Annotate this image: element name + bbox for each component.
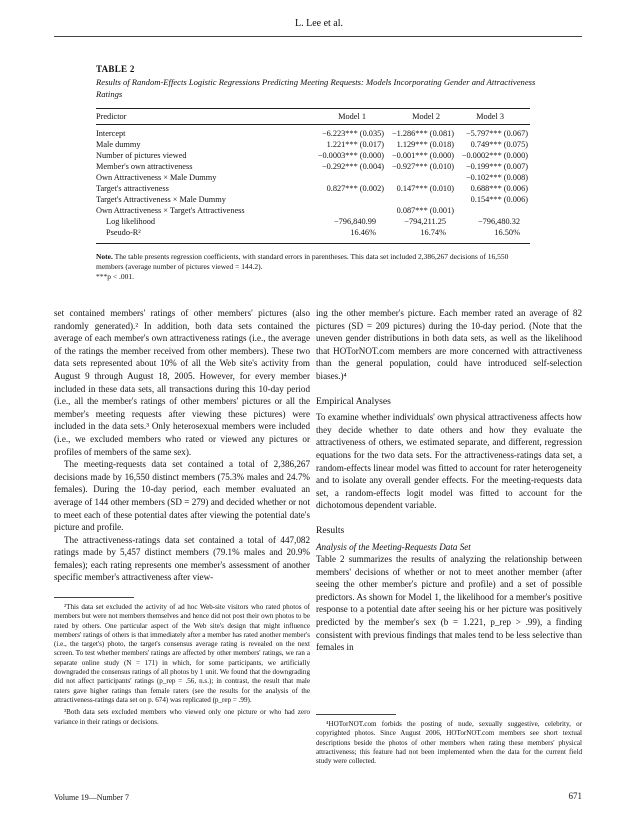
table-significance-note: ***p < .001. xyxy=(96,272,134,281)
cell-model3: −0.0002*** (0.000) xyxy=(461,151,528,160)
table-note-lead: Note. xyxy=(96,252,113,261)
table-note-text: The table presents regression coefficients, with standard errors in parentheses. This data set included 2,386,267 decisions of 16,550 members (average number of pictures viewed = 144.2). xyxy=(96,252,509,271)
cell-model1: −796,840.99 xyxy=(333,217,376,226)
running-head: L. Lee et al. xyxy=(294,18,344,29)
cell-model2: 0.087*** (0.001) xyxy=(396,206,454,215)
cell-model2: 0.147*** (0.010) xyxy=(396,184,454,193)
footnote-2: ²This data set excluded the activity of ad hoc Web-site visitors who rated photos of members but were not members themselves and hence did not post their own photos to be rated by others. One particular aspect of the Web site's design that might influence members' ratings of others is that immediately after a member has rated another member's (i.e., the target's) photo, the target's consensus average rating is revealed on the next screen. To test whether members' ratings are affected by other members' ratings, we ran a separate online study (N = 171) in which, for some participants, we artificially downgraded the consensus ratings of all photos by 1 unit. We found that the downgrading did not affect participants' ratings (p_rep = .56, n.s.); in contrast, the result that male raters gave higher ratings than female raters (see the results for the analysis of the attractiveness-ratings data set on p. 674) was replicated (p_rep = .99). xyxy=(54,603,310,704)
cell-model1: −0.292*** (0.004) xyxy=(321,162,384,171)
table-top-rule xyxy=(96,108,530,109)
col-header-predictor: Predictor xyxy=(96,112,127,121)
table-stats-row xyxy=(96,227,530,238)
cell-model3: 16.50% xyxy=(494,228,520,237)
cell-model3: −796,480.32 xyxy=(477,217,520,226)
cell-model3: 0.154*** (0.006) xyxy=(470,195,528,204)
table-label: TABLE 2 xyxy=(96,64,135,74)
footnote-rule xyxy=(54,597,134,598)
left-column xyxy=(54,307,310,584)
row-label: Male dummy xyxy=(96,140,141,149)
cell-model3: −0.102*** (0.008) xyxy=(465,173,528,182)
cell-model2: −1.286*** (0.081) xyxy=(391,129,454,138)
cell-model1: 16.46% xyxy=(350,228,376,237)
col-header-model3: Model 3 xyxy=(476,112,504,121)
footnote-4: ⁴HOTorNOT.com forbids the posting of nude, sexually suggestive, celebrity, or copyrighted photos. Since August 2006, HOTorNOT.com members see short textual descriptions beside the photos of other members when rating these members' physical attractiveness; this feature had not been implemented when the data for the current field study were collected. xyxy=(316,720,582,766)
table-row xyxy=(96,183,530,194)
row-label: Target's attractiveness xyxy=(96,184,169,193)
row-label: Intercept xyxy=(96,129,126,138)
footnote-3: ³Both data sets excluded members who viewed only one picture or who had zero variance in their ratings or decisions. xyxy=(54,708,310,726)
table-stats-row xyxy=(96,216,530,227)
cell-model1: 1.221*** (0.017) xyxy=(326,140,384,149)
row-label: Number of pictures viewed xyxy=(96,151,187,160)
table-row xyxy=(96,205,530,216)
footnotes-left xyxy=(54,603,310,727)
footnotes-right xyxy=(316,720,582,766)
body-paragraph: ing the other member's picture. Each member rated an average of 82 pictures (SD = 209 pictures) during the 10-day period. (Note that the uneven gender distributions in both data sets, as well as the likelihood that HOTorNOT.com members are more concerned with attractiveness than the general population, could have introduced self-selection biases.)⁴ xyxy=(316,308,582,381)
cell-model2: −794,211.25 xyxy=(404,217,446,226)
row-label: Own Attractiveness × Male Dummy xyxy=(96,173,217,182)
table-caption: Results of Random-Effects Logistic Regressions Predicting Meeting Requests: Models Incorporating Gender and Attractiveness Ratings xyxy=(96,77,536,99)
header-rule xyxy=(54,36,582,37)
cell-model2: 16.74% xyxy=(420,228,446,237)
cell-model3: 0.688*** (0.006) xyxy=(470,184,528,193)
right-column xyxy=(316,307,582,654)
row-label: Target's Attractiveness × Male Dummy xyxy=(96,195,226,204)
cell-model3: 0.749*** (0.075) xyxy=(470,140,528,149)
cell-model3: −0.199*** (0.007) xyxy=(465,162,528,171)
section-heading: Results xyxy=(316,524,345,536)
body-paragraph: set contained members' ratings of other members' pictures (also randomly generated).² In addition, both data sets contained the average of each member's own attractiveness ratings (i.e., the average of the ratings the member received from other members). These two data sets represented about 10% of all the Web site's activity from August 9 through August 18, 2005. However, for every member included in these data sets, all transactions during this 10-day period (i.e., all the member's ratings of other members' pictures or all the member's meeting requests after viewing these pictures) were included in the data sets.³ Only heterosexual members were included (i.e., we excluded members who rated or viewed any pictures or profiles of members of the same sex). xyxy=(54,308,310,457)
body-paragraph: The attractiveness-ratings data set contained a total of 447,082 ratings made by 5,457 distinct members (79.1% males and 20.9% females); each rating represents one member's assessment of another specific member's attractiveness after view- xyxy=(54,534,310,583)
row-label: Member's own attractiveness xyxy=(96,162,193,171)
body-paragraph: Table 2 summarizes the results of analyzing the relationship between members' decisions of whether or not to meet another member (after seeing the other member's picture and profile) and a set of possible predictors. As shown for Model 1, the likelihood for a member's positive response to a potential date after seeing his or her picture was positively predicted by the member's sex (b = 1.221, p_rep > .99), a finding consistent with previous findings that males tend to be less selective than females in xyxy=(316,554,582,653)
col-header-model2: Model 2 xyxy=(412,112,440,121)
table-header-rule xyxy=(96,124,530,125)
subsection-heading: Analysis of the Meeting-Requests Data Set xyxy=(316,541,471,552)
table-row xyxy=(96,194,530,205)
table-bottom-rule xyxy=(96,243,530,244)
volume-number: Volume 19—Number 7 xyxy=(54,793,129,802)
table-row xyxy=(96,139,530,150)
cell-model3: −5.797*** (0.067) xyxy=(465,129,528,138)
cell-model2: −0.001*** (0.000) xyxy=(391,151,454,160)
row-label: Pseudo-R² xyxy=(106,228,141,237)
cell-model1: 0.827*** (0.002) xyxy=(326,184,384,193)
row-label: Log likelihood xyxy=(106,217,156,226)
cell-model2: 1.129*** (0.018) xyxy=(396,140,454,149)
table-row xyxy=(96,161,530,172)
cell-model1: −6.223*** (0.035) xyxy=(321,129,384,138)
table-note xyxy=(96,252,532,272)
body-paragraph: The meeting-requests data set contained a total of 2,386,267 decisions made by 16,550 distinct members (75.3% males and 24.7% females). During the 10-day period, each member evaluated an average of 144 other members (SD = 279) and decided whether or not to meet each of these potential dates after viewing the potential date's picture and profile. xyxy=(54,459,310,533)
cell-model1: −0.0003*** (0.000) xyxy=(317,151,384,160)
table-row xyxy=(96,150,530,161)
body-paragraph: To examine whether individuals' own physical attractiveness affects how they decide whether to date others and how they evaluate the attractiveness of others, we estimated separate, and different, regression equations for the two data sets. For the attractiveness-ratings data set, a random-effects linear model was fitted to account for rater heterogeneity and to isolate any overall gender effects. For the meeting-requests data set, a random-effects logit model was fitted to account for the dichotomous dependent variable. xyxy=(316,412,582,511)
col-header-model1: Model 1 xyxy=(338,112,366,121)
page-number: 671 xyxy=(568,791,582,801)
table-row xyxy=(96,172,530,183)
section-heading: Empirical Analyses xyxy=(316,395,391,407)
row-label: Own Attractiveness × Target's Attractiveness xyxy=(96,206,245,215)
table-row xyxy=(96,128,530,139)
cell-model2: −0.927*** (0.010) xyxy=(391,162,454,171)
table-header-row xyxy=(96,111,530,122)
footnote-rule xyxy=(316,714,396,715)
